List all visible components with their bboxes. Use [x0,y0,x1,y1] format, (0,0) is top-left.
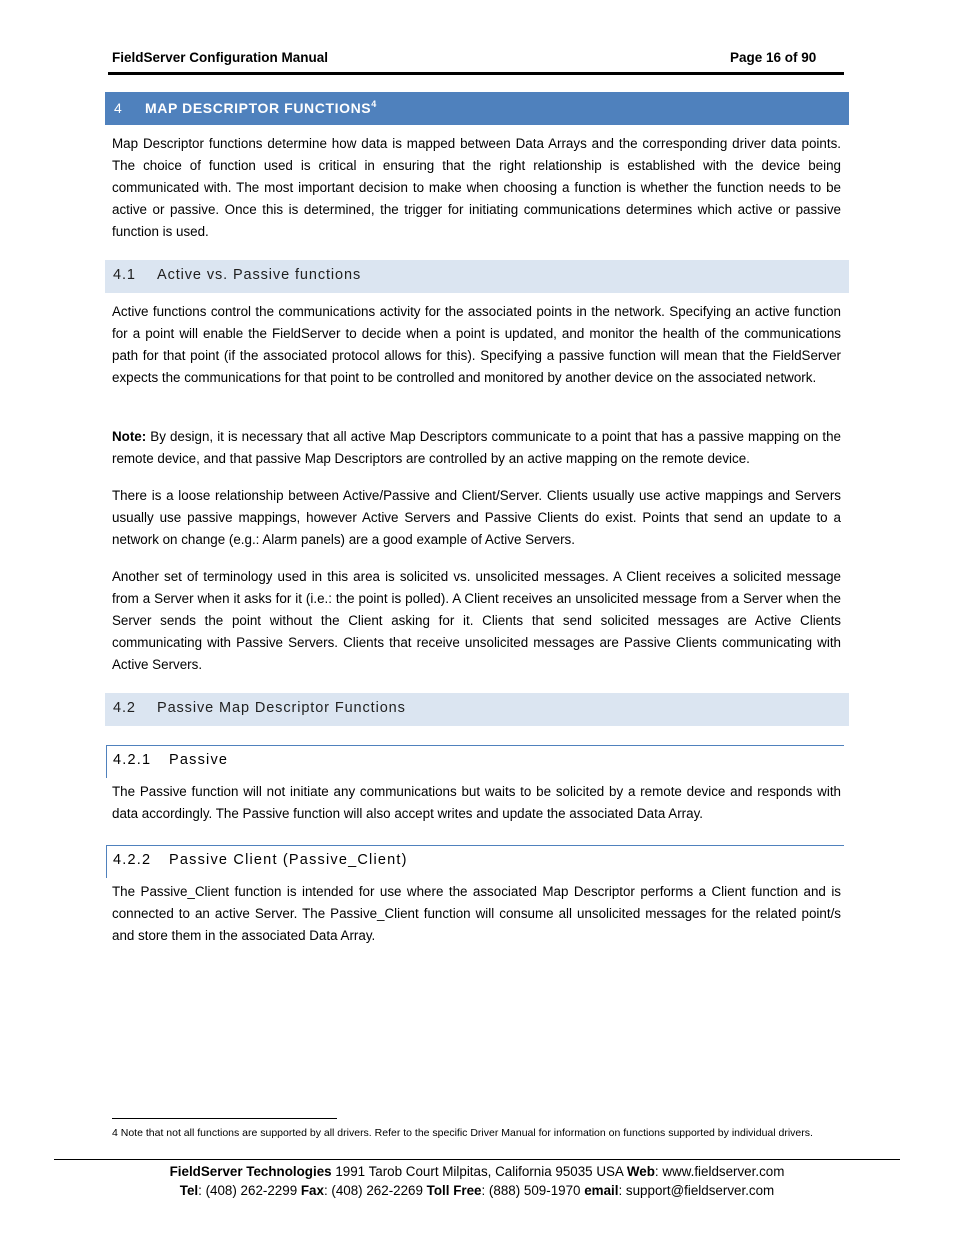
section-number: 4.2 [113,700,136,716]
web-link[interactable]: : www.fieldserver.com [654,1164,785,1179]
tollfree-value: : (888) 509-1970 [481,1183,585,1198]
note-label: Note: [112,429,147,444]
section-4-heading [105,92,849,125]
footnote: 4 Note that not all functions are supported by all drivers. Refer to the specific Driver Manual for information on functions supported by individual drivers. [112,1127,813,1139]
footer-divider [54,1159,900,1160]
solicited-paragraph: Another set of terminology used in this area is solicited vs. unsolicited messages. A Client receives a solicited message from a Server when it asks for it (i.e.: the point is polled). A Client receives an unsolicited message from a Server when the Server sends the point without the Client asking for it. Clients that send solicited messages are Active Clients communicating with Passive Servers. Clients that receive unsolicited messages are Passive Clients communicating with Active Servers. [112,569,841,672]
section-4-2-2-heading [106,845,844,878]
section-number: 4.2.2 [113,852,152,868]
passive-client-paragraph: The Passive_Client function is intended for use where the associated Map Descriptor performs a Client function and is connected to an active Server. The Passive_Client function will consume all unsolicited messages for the related point/s and store them in the associated Data Array. [112,884,841,943]
section-title: MAP DESCRIPTOR FUNCTIONS$^4$ [145,99,377,116]
company-address: 1991 Tarob Court Milpitas, California 95035 USA [331,1164,627,1179]
section-title: Passive [169,752,229,768]
email-label: email [584,1183,619,1198]
client-server-paragraph: There is a loose relationship between Active/Passive and Client/Server. Clients usually use active mappings and Servers usually use passive mappings, however Active Servers and Passive Clients do exist. Points that send an update to a network on change (e.g.: Alarm panels) are a good example of Active Servers. [112,488,841,547]
section-title: Passive Map Descriptor Functions [157,700,406,716]
active-functions-paragraph: Active functions control the communications activity for the associated points in the network. Specifying an active function for a point will enable the FieldServer to decide when a point is updated, and monitor the health of the communications path for that point (if the associated protocol allows for this). Specifying a passive function will mean that the FieldServer expects the communications for that point to be controlled and monitored by another device on the associated network. [112,304,841,385]
footnote-reference[interactable]: 4 [371,99,377,109]
fax-value: : (408) 262-2269 [323,1183,427,1198]
note-text: By design, it is necessary that all active Map Descriptors communicate to a point that has a passive mapping on the remote device, and that passive Map Descriptors are controlled by an active mapping on the remote device. [112,429,841,466]
section-title: Active vs. Passive functions [157,267,362,283]
section-4-2-heading [105,693,849,726]
note-paragraph [112,426,841,470]
document-title: FieldServer Configuration Manual [112,50,329,65]
tel-value: : (408) 262-2299 [198,1183,301,1198]
tollfree-label: Toll Free [426,1183,482,1198]
section-4-paragraph: Map Descriptor functions determine how data is mapped between Data Arrays and the corresponding driver data points. The choice of function used is critical in ensuring that the right relationship is established with the device being communicated with. The most important decision to make when choosing a function is whether the function needs to be active or passive. Once this is determined, the trigger for initiating communications determines which active or passive function is used. [112,136,841,239]
section-number: 4.2.1 [113,752,152,768]
header-divider [108,72,844,75]
email-link[interactable]: : support@fieldserver.com [618,1183,775,1198]
footer-contact-line [54,1181,900,1200]
section-4-1-heading [105,260,849,293]
section-4-2-1-heading [106,745,844,778]
fax-label: Fax [300,1183,324,1198]
section-title: Passive Client (Passive_Client) [169,852,408,868]
page-number: Page 16 of 90 [730,50,817,65]
company-name: FieldServer Technologies [169,1164,332,1179]
web-label: Web [626,1164,655,1179]
footer-address-line [54,1162,900,1181]
passive-paragraph: The Passive function will not initiate any communications but waits to be solicited by a remote device and responds with data accordingly. The Passive function will also accept writes and update the associated Data Array. [112,784,841,821]
section-number: 4 [114,100,123,116]
tel-label: Tel [179,1183,199,1198]
footnote-divider [112,1118,337,1119]
section-number: 4.1 [113,267,136,283]
